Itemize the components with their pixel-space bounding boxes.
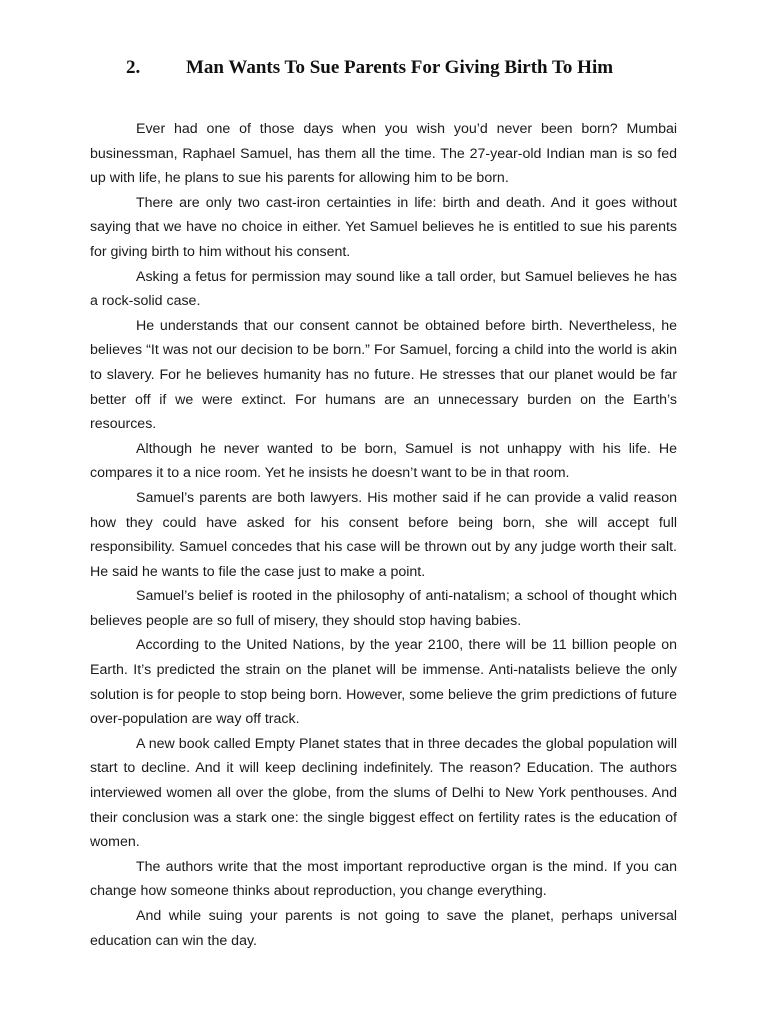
- paragraph: Samuel’s belief is rooted in the philosophy of anti-natalism; a school of thought which believes people are so full of misery, they should stop having babies.: [90, 588, 677, 629]
- paragraph: Asking a fetus for permission may sound like a tall order, but Samuel believes he has a rock-solid case.: [90, 268, 677, 310]
- paragraph: Although he never wanted to be born, Samuel is not unhappy with his life. He compares it to a nice room. Yet he insists he doesn’t want to be in that room.: [90, 440, 677, 482]
- paragraph: Ever had one of those days when you wish you’d never been born? Mumbai businessman, Raphael Samuel, has them all the time. The 27-year-old Indian man is so fed up with life, he plans to sue his parents for allowing him to be born.: [90, 121, 677, 187]
- article-heading: [0, 56, 768, 80]
- paragraph: And while suing your parents is not going to save the planet, perhaps universal education can win the day.: [90, 908, 677, 949]
- paragraph: According to the United Nations, by the year 2100, there will be 11 billion people on Earth. It’s predicted the strain on the planet will be immense. Anti-natalists believe the only solution is for people to stop being born. However, some believe the grim predictions of future over-population are way off track.: [90, 637, 677, 728]
- paragraph: The authors write that the most important reproductive organ is the mind. If you can change how someone thinks about reproduction, you change everything.: [90, 858, 677, 900]
- paragraph: A new book called Empty Planet states that in three decades the global population will start to decline. And it will keep declining indefinitely. The reason? Education. The authors interviewed women all over the globe, from the slums of Delhi to New York penthouses. And their conclusion was a stark one: the single biggest effect on fertility rates is the education of women.: [90, 735, 677, 851]
- paragraph: Samuel’s parents are both lawyers. His mother said if he can provide a valid reason how they could have asked for his consent before being born, she will accept full responsibility. Samuel concedes that his case will be thrown out by any judge worth their salt. He said he wants to file the case just to make a point.: [90, 489, 677, 580]
- paragraph: He understands that our consent cannot be obtained before birth. Nevertheless, he believes “It was not our decision to be born.” For Samuel, forcing a child into the world is akin to slavery. For he believes humanity has no future. He stresses that our planet would be far better off if we were extinct. For humans are an unnecessary burden on the Earth’s resources.: [90, 317, 677, 433]
- article-number: 2.: [126, 57, 141, 78]
- article-body: [90, 117, 677, 953]
- paragraph: There are only two cast-iron certainties in life: birth and death. And it goes without saying that we have no choice in either. Yet Samuel believes he is entitled to sue his parents for giving birth to him without his consent.: [90, 194, 677, 260]
- article-title: Man Wants To Sue Parents For Giving Birth To Him: [186, 57, 614, 78]
